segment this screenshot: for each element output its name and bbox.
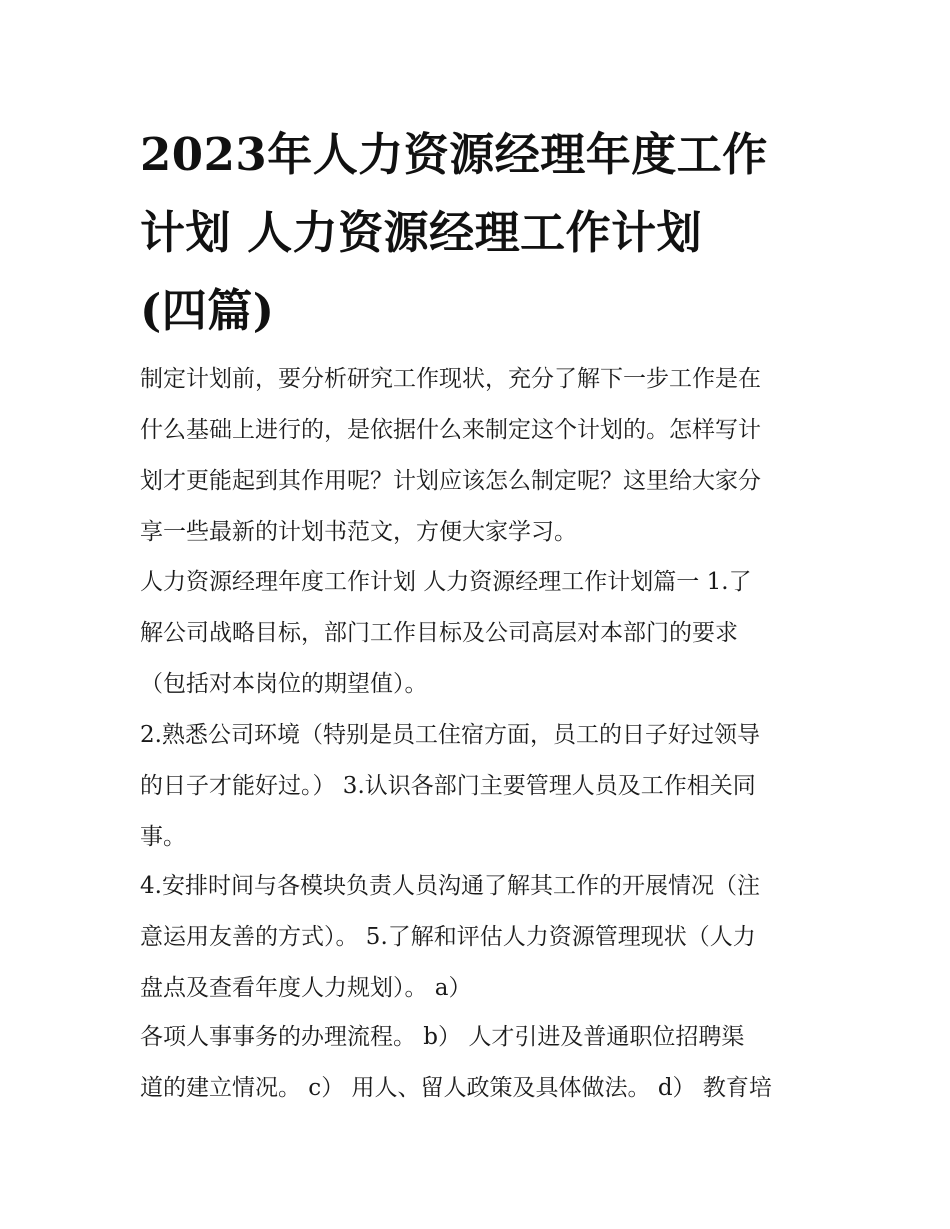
section-paragraph-2: [140, 710, 820, 863]
text-line: 享一些最新的计划书范文，方便大家学习。: [140, 519, 577, 545]
section-paragraph-4: [140, 1012, 820, 1114]
text-line: 各项人事事务的办理流程。 b） 人才引进及普通职位招聘渠: [140, 1024, 745, 1050]
text-line: 划才更能起到其作用呢？计划应该怎么制定呢？这里给大家分: [140, 468, 761, 494]
document-title: [140, 116, 820, 350]
section-paragraph-1: [140, 557, 820, 710]
text-line: 解公司战略目标，部门工作目标及公司高层对本部门的要求: [140, 620, 738, 646]
text-line: 2.熟悉公司环境（特别是员工住宿方面，员工的日子好过领导: [140, 722, 760, 748]
text-line: 4.安排时间与各模块负责人员沟通了解其工作的开展情况（注: [140, 873, 760, 899]
text-line: 道的建立情况。 c） 用人、留人政策及具体做法。 d） 教育培: [140, 1075, 772, 1101]
title-line: 2023年人力资源经理年度工作: [140, 128, 768, 181]
intro-paragraph: [140, 354, 820, 558]
text-line: 的日子才能好过。） 3.认识各部门主要管理人员及工作相关同: [140, 773, 756, 799]
text-line: 意运用友善的方式）。 5.了解和评估人力资源管理现状（人力: [140, 924, 756, 950]
section-paragraph-3: [140, 861, 820, 1014]
text-line: 人力资源经理年度工作计划 人力资源经理工作计划篇一 1.了: [140, 569, 752, 595]
title-line: (四篇): [140, 284, 275, 337]
text-line: 什么基础上进行的，是依据什么来制定这个计划的。怎样写计: [140, 417, 761, 443]
text-line: 盘点及查看年度人力规划）。 a）: [140, 975, 472, 1001]
text-line: （包括对本岗位的期望值）。: [140, 671, 428, 697]
text-line: 制定计划前，要分析研究工作现状，充分了解下一步工作是在: [140, 366, 761, 392]
title-line: 计划 人力资源经理工作计划: [140, 206, 703, 259]
text-line: 事。: [140, 824, 186, 850]
